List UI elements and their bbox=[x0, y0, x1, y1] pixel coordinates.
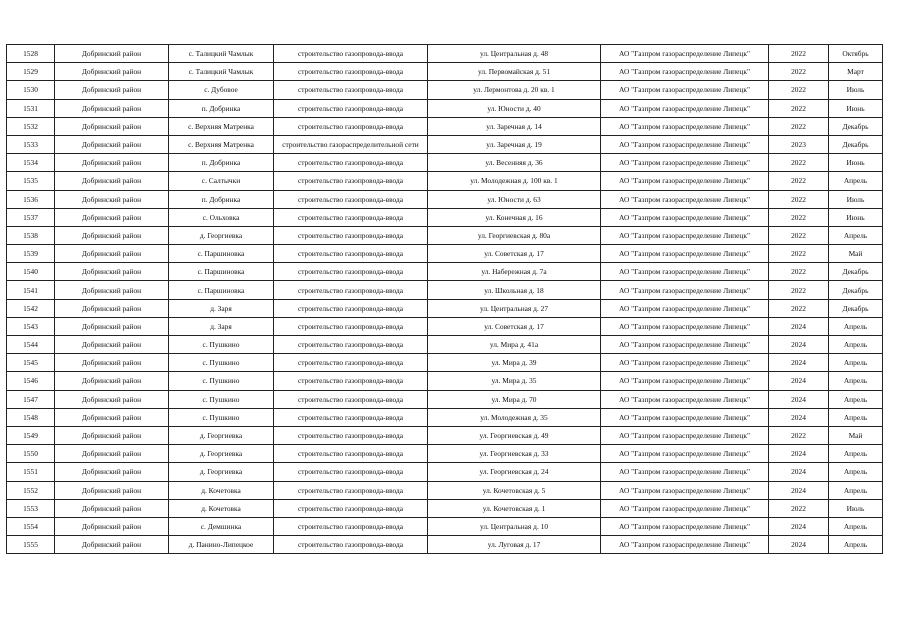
table-row bbox=[7, 481, 883, 499]
year-cell: 2022 bbox=[769, 226, 829, 244]
work-type-cell: строительство газопровода-ввода bbox=[274, 463, 428, 481]
address-cell: ул. Молодежная д. 100 кв. 1 bbox=[428, 172, 601, 190]
organization-cell: АО "Газпром газораспределение Липецк" bbox=[601, 63, 769, 81]
address-cell: ул. Юности д. 40 bbox=[428, 99, 601, 117]
month-cell: Декабрь bbox=[829, 117, 883, 135]
district-cell: Добринский район bbox=[55, 445, 169, 463]
settlement-cell: с. Пушкино bbox=[169, 408, 274, 426]
address-cell: ул. Первомайская д. 51 bbox=[428, 63, 601, 81]
month-cell: Апрель bbox=[829, 372, 883, 390]
year-cell: 2022 bbox=[769, 172, 829, 190]
table-row bbox=[7, 99, 883, 117]
organization-cell: АО "Газпром газораспределение Липецк" bbox=[601, 445, 769, 463]
work-type-cell: строительство газопровода-ввода bbox=[274, 63, 428, 81]
address-cell: ул. Луговая д. 17 bbox=[428, 536, 601, 554]
month-cell: Май bbox=[829, 245, 883, 263]
table-row bbox=[7, 190, 883, 208]
organization-cell: АО "Газпром газораспределение Липецк" bbox=[601, 172, 769, 190]
organization-cell: АО "Газпром газораспределение Липецк" bbox=[601, 81, 769, 99]
row-number-cell: 1530 bbox=[7, 81, 55, 99]
table-row bbox=[7, 172, 883, 190]
month-cell: Октябрь bbox=[829, 45, 883, 63]
month-cell: Июнь bbox=[829, 99, 883, 117]
settlement-cell: с. Верхняя Матренка bbox=[169, 135, 274, 153]
month-cell: Апрель bbox=[829, 354, 883, 372]
district-cell: Добринский район bbox=[55, 281, 169, 299]
organization-cell: АО "Газпром газораспределение Липецк" bbox=[601, 336, 769, 354]
address-cell: ул. Мира д. 70 bbox=[428, 390, 601, 408]
work-type-cell: строительство газопровода-ввода bbox=[274, 190, 428, 208]
district-cell: Добринский район bbox=[55, 135, 169, 153]
district-cell: Добринский район bbox=[55, 336, 169, 354]
address-cell: ул. Кочетовская д. 1 bbox=[428, 499, 601, 517]
work-type-cell: строительство газопровода-ввода bbox=[274, 390, 428, 408]
address-cell: ул. Мира д. 41а bbox=[428, 336, 601, 354]
settlement-cell: с. Паршиновка bbox=[169, 263, 274, 281]
gas-connection-table bbox=[6, 44, 883, 554]
table-row bbox=[7, 372, 883, 390]
work-type-cell: строительство газопровода-ввода bbox=[274, 245, 428, 263]
organization-cell: АО "Газпром газораспределение Липецк" bbox=[601, 354, 769, 372]
year-cell: 2022 bbox=[769, 190, 829, 208]
address-cell: ул. Георгиевская д. 24 bbox=[428, 463, 601, 481]
table-row bbox=[7, 463, 883, 481]
row-number-cell: 1542 bbox=[7, 299, 55, 317]
organization-cell: АО "Газпром газораспределение Липецк" bbox=[601, 499, 769, 517]
month-cell: Апрель bbox=[829, 390, 883, 408]
settlement-cell: п. Добринка bbox=[169, 99, 274, 117]
work-type-cell: строительство газопровода-ввода bbox=[274, 336, 428, 354]
district-cell: Добринский район bbox=[55, 499, 169, 517]
row-number-cell: 1531 bbox=[7, 99, 55, 117]
year-cell: 2024 bbox=[769, 372, 829, 390]
year-cell: 2024 bbox=[769, 517, 829, 535]
settlement-cell: с. Верхняя Матренка bbox=[169, 117, 274, 135]
year-cell: 2024 bbox=[769, 354, 829, 372]
organization-cell: АО "Газпром газораспределение Липецк" bbox=[601, 208, 769, 226]
work-type-cell: строительство газопровода-ввода bbox=[274, 317, 428, 335]
organization-cell: АО "Газпром газораспределение Липецк" bbox=[601, 226, 769, 244]
month-cell: Апрель bbox=[829, 463, 883, 481]
row-number-cell: 1544 bbox=[7, 336, 55, 354]
row-number-cell: 1534 bbox=[7, 154, 55, 172]
district-cell: Добринский район bbox=[55, 63, 169, 81]
district-cell: Добринский район bbox=[55, 536, 169, 554]
address-cell: ул. Центральная д. 10 bbox=[428, 517, 601, 535]
address-cell: ул. Георгиевская д. 33 bbox=[428, 445, 601, 463]
month-cell: Апрель bbox=[829, 317, 883, 335]
month-cell: Май bbox=[829, 426, 883, 444]
table-row bbox=[7, 263, 883, 281]
organization-cell: АО "Газпром газораспределение Липецк" bbox=[601, 426, 769, 444]
settlement-cell: д. Панино-Липецкое bbox=[169, 536, 274, 554]
organization-cell: АО "Газпром газораспределение Липецк" bbox=[601, 408, 769, 426]
row-number-cell: 1532 bbox=[7, 117, 55, 135]
year-cell: 2022 bbox=[769, 299, 829, 317]
district-cell: Добринский район bbox=[55, 81, 169, 99]
month-cell: Апрель bbox=[829, 517, 883, 535]
table-row bbox=[7, 426, 883, 444]
year-cell: 2022 bbox=[769, 117, 829, 135]
work-type-cell: строительство газопровода-ввода bbox=[274, 154, 428, 172]
work-type-cell: строительство газопровода-ввода bbox=[274, 481, 428, 499]
year-cell: 2024 bbox=[769, 445, 829, 463]
district-cell: Добринский район bbox=[55, 517, 169, 535]
district-cell: Добринский район bbox=[55, 190, 169, 208]
table-row bbox=[7, 517, 883, 535]
month-cell: Декабрь bbox=[829, 281, 883, 299]
organization-cell: АО "Газпром газораспределение Липецк" bbox=[601, 299, 769, 317]
settlement-cell: с. Дубовое bbox=[169, 81, 274, 99]
table-row bbox=[7, 226, 883, 244]
month-cell: Июнь bbox=[829, 208, 883, 226]
organization-cell: АО "Газпром газораспределение Липецк" bbox=[601, 372, 769, 390]
row-number-cell: 1553 bbox=[7, 499, 55, 517]
organization-cell: АО "Газпром газораспределение Липецк" bbox=[601, 317, 769, 335]
row-number-cell: 1528 bbox=[7, 45, 55, 63]
work-type-cell: строительство газопровода-ввода bbox=[274, 81, 428, 99]
organization-cell: АО "Газпром газораспределение Липецк" bbox=[601, 281, 769, 299]
table-row bbox=[7, 81, 883, 99]
month-cell: Декабрь bbox=[829, 299, 883, 317]
year-cell: 2024 bbox=[769, 481, 829, 499]
year-cell: 2024 bbox=[769, 463, 829, 481]
settlement-cell: д. Георгиевка bbox=[169, 463, 274, 481]
work-type-cell: строительство газопровода-ввода bbox=[274, 45, 428, 63]
district-cell: Добринский район bbox=[55, 154, 169, 172]
work-type-cell: строительство газопровода-ввода bbox=[274, 281, 428, 299]
district-cell: Добринский район bbox=[55, 45, 169, 63]
settlement-cell: д. Кочетовка bbox=[169, 499, 274, 517]
settlement-cell: с. Демшинка bbox=[169, 517, 274, 535]
organization-cell: АО "Газпром газораспределение Липецк" bbox=[601, 390, 769, 408]
row-number-cell: 1537 bbox=[7, 208, 55, 226]
row-number-cell: 1551 bbox=[7, 463, 55, 481]
settlement-cell: д. Заря bbox=[169, 299, 274, 317]
month-cell: Апрель bbox=[829, 172, 883, 190]
work-type-cell: строительство газопровода-ввода bbox=[274, 117, 428, 135]
month-cell: Апрель bbox=[829, 336, 883, 354]
year-cell: 2024 bbox=[769, 317, 829, 335]
district-cell: Добринский район bbox=[55, 99, 169, 117]
organization-cell: АО "Газпром газораспределение Липецк" bbox=[601, 190, 769, 208]
address-cell: ул. Молодежная д. 35 bbox=[428, 408, 601, 426]
document-page bbox=[6, 44, 882, 554]
work-type-cell: строительство газопровода-ввода bbox=[274, 517, 428, 535]
row-number-cell: 1554 bbox=[7, 517, 55, 535]
row-number-cell: 1552 bbox=[7, 481, 55, 499]
district-cell: Добринский район bbox=[55, 226, 169, 244]
address-cell: ул. Советская д. 17 bbox=[428, 245, 601, 263]
table-row bbox=[7, 45, 883, 63]
month-cell: Апрель bbox=[829, 408, 883, 426]
settlement-cell: с. Пушкино bbox=[169, 372, 274, 390]
month-cell: Декабрь bbox=[829, 135, 883, 153]
address-cell: ул. Советская д. 17 bbox=[428, 317, 601, 335]
table-row bbox=[7, 536, 883, 554]
work-type-cell: строительство газопровода-ввода bbox=[274, 354, 428, 372]
organization-cell: АО "Газпром газораспределение Липецк" bbox=[601, 99, 769, 117]
district-cell: Добринский район bbox=[55, 245, 169, 263]
address-cell: ул. Школьная д. 18 bbox=[428, 281, 601, 299]
table-body bbox=[7, 45, 883, 554]
work-type-cell: строительство газопровода-ввода bbox=[274, 226, 428, 244]
district-cell: Добринский район bbox=[55, 208, 169, 226]
year-cell: 2022 bbox=[769, 208, 829, 226]
year-cell: 2023 bbox=[769, 135, 829, 153]
work-type-cell: строительство газопровода-ввода bbox=[274, 263, 428, 281]
work-type-cell: строительство газопровода-ввода bbox=[274, 445, 428, 463]
year-cell: 2022 bbox=[769, 263, 829, 281]
table-row bbox=[7, 445, 883, 463]
year-cell: 2022 bbox=[769, 81, 829, 99]
year-cell: 2024 bbox=[769, 390, 829, 408]
row-number-cell: 1555 bbox=[7, 536, 55, 554]
month-cell: Декабрь bbox=[829, 263, 883, 281]
district-cell: Добринский район bbox=[55, 372, 169, 390]
year-cell: 2022 bbox=[769, 154, 829, 172]
address-cell: ул. Центральная д. 27 bbox=[428, 299, 601, 317]
district-cell: Добринский район bbox=[55, 390, 169, 408]
organization-cell: АО "Газпром газораспределение Липецк" bbox=[601, 481, 769, 499]
organization-cell: АО "Газпром газораспределение Липецк" bbox=[601, 463, 769, 481]
year-cell: 2022 bbox=[769, 63, 829, 81]
row-number-cell: 1546 bbox=[7, 372, 55, 390]
organization-cell: АО "Газпром газораспределение Липецк" bbox=[601, 245, 769, 263]
organization-cell: АО "Газпром газораспределение Липецк" bbox=[601, 517, 769, 535]
district-cell: Добринский район bbox=[55, 463, 169, 481]
month-cell: Июль bbox=[829, 190, 883, 208]
address-cell: ул. Заречная д. 14 bbox=[428, 117, 601, 135]
row-number-cell: 1549 bbox=[7, 426, 55, 444]
settlement-cell: с. Паршиновка bbox=[169, 281, 274, 299]
year-cell: 2022 bbox=[769, 499, 829, 517]
row-number-cell: 1540 bbox=[7, 263, 55, 281]
district-cell: Добринский район bbox=[55, 426, 169, 444]
year-cell: 2024 bbox=[769, 336, 829, 354]
settlement-cell: д. Кочетовка bbox=[169, 481, 274, 499]
settlement-cell: с. Салтычки bbox=[169, 172, 274, 190]
row-number-cell: 1545 bbox=[7, 354, 55, 372]
settlement-cell: д. Георгиевка bbox=[169, 445, 274, 463]
table-row bbox=[7, 390, 883, 408]
row-number-cell: 1539 bbox=[7, 245, 55, 263]
address-cell: ул. Мира д. 39 bbox=[428, 354, 601, 372]
settlement-cell: д. Георгиевка bbox=[169, 226, 274, 244]
address-cell: ул. Георгиевская д. 80а bbox=[428, 226, 601, 244]
row-number-cell: 1547 bbox=[7, 390, 55, 408]
table-row bbox=[7, 245, 883, 263]
month-cell: Июль bbox=[829, 499, 883, 517]
table-row bbox=[7, 135, 883, 153]
district-cell: Добринский район bbox=[55, 317, 169, 335]
table-row bbox=[7, 63, 883, 81]
settlement-cell: с. Пушкино bbox=[169, 336, 274, 354]
address-cell: ул. Георгиевская д. 49 bbox=[428, 426, 601, 444]
row-number-cell: 1535 bbox=[7, 172, 55, 190]
work-type-cell: строительство газопровода-ввода bbox=[274, 372, 428, 390]
address-cell: ул. Юности д. 63 bbox=[428, 190, 601, 208]
year-cell: 2022 bbox=[769, 426, 829, 444]
work-type-cell: строительство газопровода-ввода bbox=[274, 299, 428, 317]
settlement-cell: д. Георгиевка bbox=[169, 426, 274, 444]
work-type-cell: строительство газопровода-ввода bbox=[274, 208, 428, 226]
address-cell: ул. Весенняя д. 36 bbox=[428, 154, 601, 172]
address-cell: ул. Набережная д. 7а bbox=[428, 263, 601, 281]
month-cell: Апрель bbox=[829, 536, 883, 554]
district-cell: Добринский район bbox=[55, 172, 169, 190]
table-row bbox=[7, 317, 883, 335]
month-cell: Апрель bbox=[829, 481, 883, 499]
settlement-cell: с. Пушкино bbox=[169, 390, 274, 408]
year-cell: 2022 bbox=[769, 245, 829, 263]
year-cell: 2022 bbox=[769, 281, 829, 299]
work-type-cell: строительство газопровода-ввода bbox=[274, 499, 428, 517]
row-number-cell: 1536 bbox=[7, 190, 55, 208]
work-type-cell: строительство газопровода-ввода bbox=[274, 99, 428, 117]
district-cell: Добринский район bbox=[55, 263, 169, 281]
address-cell: ул. Заречная д. 19 bbox=[428, 135, 601, 153]
row-number-cell: 1529 bbox=[7, 63, 55, 81]
year-cell: 2024 bbox=[769, 536, 829, 554]
settlement-cell: д. Заря bbox=[169, 317, 274, 335]
organization-cell: АО "Газпром газораспределение Липецк" bbox=[601, 135, 769, 153]
table-row bbox=[7, 336, 883, 354]
row-number-cell: 1541 bbox=[7, 281, 55, 299]
organization-cell: АО "Газпром газораспределение Липецк" bbox=[601, 154, 769, 172]
settlement-cell: п. Добринка bbox=[169, 154, 274, 172]
month-cell: Июль bbox=[829, 81, 883, 99]
district-cell: Добринский район bbox=[55, 299, 169, 317]
settlement-cell: п. Добринка bbox=[169, 190, 274, 208]
settlement-cell: с. Пушкино bbox=[169, 354, 274, 372]
settlement-cell: с. Талицкий Чамлык bbox=[169, 63, 274, 81]
month-cell: Март bbox=[829, 63, 883, 81]
year-cell: 2024 bbox=[769, 408, 829, 426]
organization-cell: АО "Газпром газораспределение Липецк" bbox=[601, 45, 769, 63]
organization-cell: АО "Газпром газораспределение Липецк" bbox=[601, 263, 769, 281]
address-cell: ул. Мира д. 35 bbox=[428, 372, 601, 390]
table-row bbox=[7, 499, 883, 517]
table-row bbox=[7, 117, 883, 135]
year-cell: 2022 bbox=[769, 99, 829, 117]
district-cell: Добринский район bbox=[55, 481, 169, 499]
address-cell: ул. Кочетовская д. 5 bbox=[428, 481, 601, 499]
district-cell: Добринский район bbox=[55, 408, 169, 426]
address-cell: ул. Центральная д. 48 bbox=[428, 45, 601, 63]
organization-cell: АО "Газпром газораспределение Липецк" bbox=[601, 536, 769, 554]
address-cell: ул. Лермонтова д. 20 кв. 1 bbox=[428, 81, 601, 99]
settlement-cell: с. Паршиновка bbox=[169, 245, 274, 263]
table-row bbox=[7, 354, 883, 372]
table-row bbox=[7, 208, 883, 226]
organization-cell: АО "Газпром газораспределение Липецк" bbox=[601, 117, 769, 135]
month-cell: Апрель bbox=[829, 445, 883, 463]
table-row bbox=[7, 408, 883, 426]
table-row bbox=[7, 299, 883, 317]
row-number-cell: 1533 bbox=[7, 135, 55, 153]
row-number-cell: 1550 bbox=[7, 445, 55, 463]
month-cell: Апрель bbox=[829, 226, 883, 244]
settlement-cell: с. Ольховка bbox=[169, 208, 274, 226]
row-number-cell: 1543 bbox=[7, 317, 55, 335]
table-row bbox=[7, 281, 883, 299]
district-cell: Добринский район bbox=[55, 117, 169, 135]
work-type-cell: строительство газопровода-ввода bbox=[274, 536, 428, 554]
settlement-cell: с. Талицкий Чамлык bbox=[169, 45, 274, 63]
year-cell: 2022 bbox=[769, 45, 829, 63]
row-number-cell: 1548 bbox=[7, 408, 55, 426]
address-cell: ул. Конечная д. 16 bbox=[428, 208, 601, 226]
work-type-cell: строительство газопровода-ввода bbox=[274, 172, 428, 190]
district-cell: Добринский район bbox=[55, 354, 169, 372]
work-type-cell: строительство газораспределительной сети bbox=[274, 135, 428, 153]
table-row bbox=[7, 154, 883, 172]
work-type-cell: строительство газопровода-ввода bbox=[274, 408, 428, 426]
row-number-cell: 1538 bbox=[7, 226, 55, 244]
work-type-cell: строительство газопровода-ввода bbox=[274, 426, 428, 444]
month-cell: Июнь bbox=[829, 154, 883, 172]
